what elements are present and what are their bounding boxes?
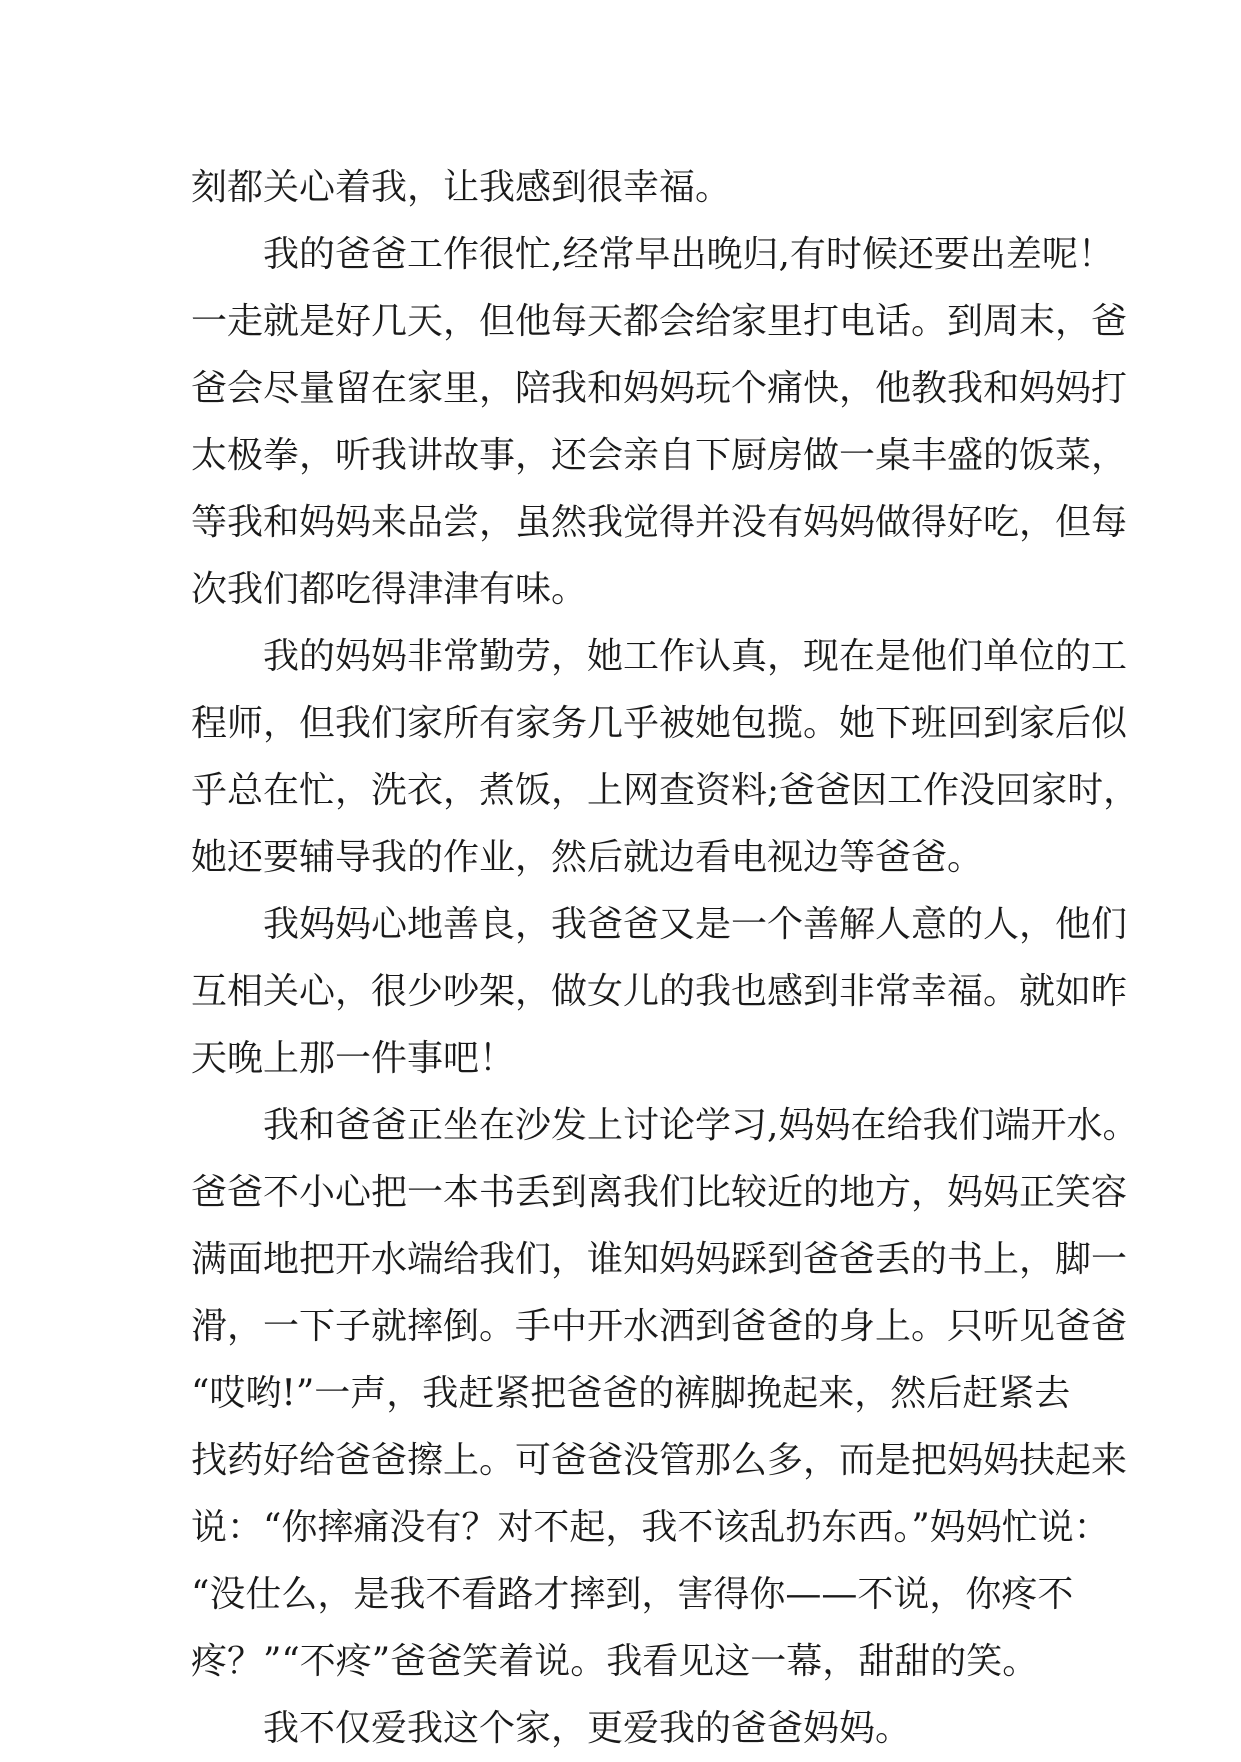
text-line: 找药好给爸爸擦上。可爸爸没管那么多，而是把妈妈扶起来 (191, 1440, 1128, 1481)
text-line: 乎总在忙，洗衣，煮饭，上网查资料;爸爸因工作没回家时， (191, 770, 1140, 811)
text-line: 等我和妈妈来品尝，虽然我觉得并没有妈妈做得好吃，但每 (191, 502, 1128, 543)
text-line: 我的妈妈非常勤劳，她工作认真，现在是他们单位的工 (263, 636, 1128, 677)
document-body (191, 154, 1140, 1762)
text-line: 疼？”“不疼”爸爸笑着说。我看见这一幕，甜甜的笑。 (191, 1641, 1039, 1682)
text-line: 说：“你摔痛没有？对不起，我不该乱扔东西。”妈妈忙说： (191, 1507, 1110, 1548)
text-line: 爸会尽量留在家里，陪我和妈妈玩个痛快，他教我和妈妈打 (191, 368, 1128, 409)
text-line: 互相关心，很少吵架，做女儿的我也感到非常幸福。就如昨 (191, 971, 1128, 1012)
text-line: 我妈妈心地善良，我爸爸又是一个善解人意的人，他们 (263, 904, 1128, 945)
text-line: 太极拳，听我讲故事，还会亲自下厨房做一桌丰盛的饭菜， (191, 435, 1128, 476)
text-line: 程师，但我们家所有家务几乎被她包揽。她下班回到家后似 (191, 703, 1128, 744)
text-line: 她还要辅导我的作业，然后就边看电视边等爸爸。 (191, 837, 984, 878)
text-line: 我和爸爸正坐在沙发上讨论学习,妈妈在给我们端开水。 (263, 1105, 1139, 1146)
text-line: 次我们都吃得津津有味。 (191, 569, 588, 610)
text-line: 天晚上那一件事吧！ (191, 1038, 516, 1079)
text-line: 一走就是好几天，但他每天都会给家里打电话。到周末，爸 (191, 301, 1128, 342)
text-line: 我的爸爸工作很忙,经常早出晚归,有时候还要出差呢！ (263, 234, 1114, 275)
text-line: 滑，一下子就摔倒。手中开水洒到爸爸的身上。只听见爸爸 (191, 1306, 1128, 1347)
text-line: “哎哟!”一声，我赶紧把爸爸的裤脚挽起来，然后赶紧去 (191, 1373, 1071, 1414)
text-line: “没仕么，是我不看路才摔到，害得你——不说，你疼不 (191, 1574, 1074, 1615)
text-line: 爸爸不小心把一本书丢到离我们比较近的地方，妈妈正笑容 (191, 1172, 1128, 1213)
text-line: 满面地把开水端给我们，谁知妈妈踩到爸爸丢的书上，脚一 (191, 1239, 1128, 1280)
text-line: 我不仅爱我这个家，更爱我的爸爸妈妈。 (263, 1708, 912, 1749)
text-line: 刻都关心着我，让我感到很幸福。 (191, 167, 732, 208)
